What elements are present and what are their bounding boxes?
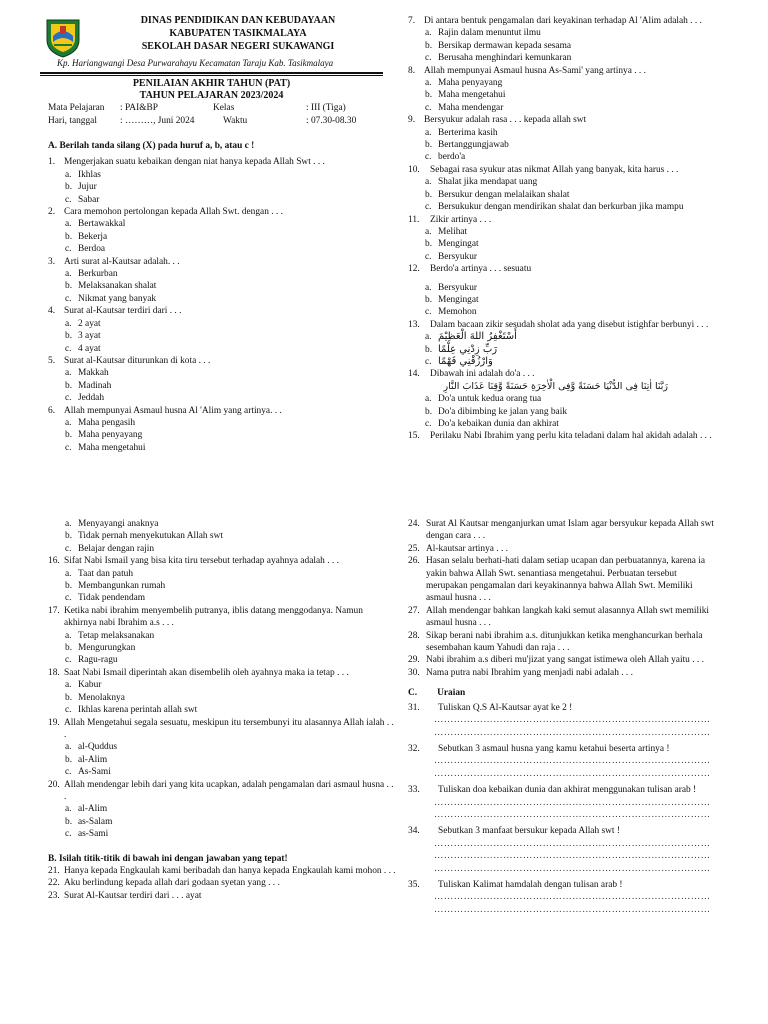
class-label: Kelas: [213, 103, 235, 113]
header-line-1: DINAS PENDIDIKAN DAN KEBUDAYAAN: [140, 15, 336, 26]
question-text: Hanya kepada Engkaulah kami beribadah dan hanya kepada Engkaulah kami mohon . . .: [64, 865, 396, 876]
question-number: 31.: [408, 702, 420, 713]
isian-24: [408, 518, 720, 543]
option-c[interactable]: c. As-Sami: [65, 767, 111, 778]
answer-line[interactable]: …………………………………………………………………………: [434, 809, 711, 820]
uraian-34: [408, 825, 720, 837]
isian-25: [408, 543, 720, 555]
question-11: [408, 214, 758, 226]
uraian-33: [408, 784, 720, 796]
exam-title-line-1: PENILAIAN AKHIR TAHUN (PAT): [132, 78, 291, 89]
option-b[interactable]: b. Membangunkan rumah: [65, 581, 166, 592]
question-number: 9.: [408, 115, 416, 126]
option-b[interactable]: b. Mengurungkan: [65, 643, 136, 654]
header-line-2: KABUPATEN TASIKMALAYA: [169, 28, 307, 39]
question-text: Sebutkan 3 asmaul husna yang kamu ketahui beserta artinya !: [438, 743, 670, 754]
question-number: 21.: [48, 865, 60, 876]
arabic-text: رَبِّ زِدْنِي عِلْمًا: [438, 343, 498, 355]
question-text: Hasan selalu berhati-hati dalam setiap ucapan dan perbuatannya, karena ia yakin bahwa Allah Swt. senantiasa mengetahui. Perbuatan tersebut merupakan pengamalan dari keyakinannya bahwa Allah Swt. Memiliki asmaul husna . . .: [426, 556, 706, 604]
option-c[interactable]: c. Berusaha menghindari kemunkaran: [425, 53, 572, 64]
question-15: [408, 430, 758, 442]
option-b[interactable]: b. Mengingat: [425, 294, 479, 305]
question-20: [48, 779, 398, 804]
isian-23: [48, 890, 398, 902]
question-8: [408, 65, 758, 77]
question-17: [48, 605, 398, 630]
question-number: 17.: [48, 605, 60, 616]
question-text: Tuliskan Q.S Al-Kautsar ayat ke 2 !: [438, 702, 573, 713]
question-number: 1.: [48, 157, 56, 168]
isian-28: [408, 630, 720, 655]
option-a[interactable]: a. Berterima kasih: [425, 127, 498, 138]
question-number: 30.: [408, 667, 420, 678]
question-number: 29.: [408, 655, 420, 666]
answer-line[interactable]: …………………………………………………………………………: [434, 727, 711, 738]
subject-value: : PAI&BP: [120, 103, 158, 113]
option-a[interactable]: a. 2 ayat: [65, 318, 101, 329]
option-c[interactable]: c. Memohon: [425, 307, 477, 318]
question-text: Al-kautsar artinya . . .: [426, 543, 509, 554]
question-12: [408, 263, 758, 275]
answer-line[interactable]: …………………………………………………………………………: [434, 838, 711, 849]
question-text: Surat Al Kautsar menganjurkan umat Islam agar bersyukur kepada Allah swt dengan cara . . .: [426, 519, 714, 542]
question-text: Arti surat al-Kautsar adalah. . .: [64, 256, 180, 267]
question-number: 16.: [48, 556, 60, 567]
question-number: 3.: [48, 256, 56, 267]
question-14: [408, 368, 758, 380]
question-19: [48, 717, 398, 742]
option-a[interactable]: a. al-Quddus: [65, 742, 118, 753]
isian-27: [408, 605, 720, 630]
option-b[interactable]: b. رَبِّ زِدْنِي عِلْمًا: [425, 343, 498, 355]
question-text: Nabi ibrahim a.s diberi mu'jizat yang sangat istimewa oleh Allah yaitu . . .: [426, 655, 704, 666]
question-6: [48, 405, 388, 417]
doa-arabic-text: رَبَّنَا اٰتِنَا فِى الدُّنْيَا حَسَنَةً وَّفِى الْاٰخِرَةِ حَسَنَةً وَّقِنَا عَذَابَ النَّارِ: [443, 380, 668, 392]
exam-title: [40, 78, 383, 102]
section-c-title: Uraian: [437, 688, 466, 699]
question-number: 15.: [408, 431, 420, 442]
option-c[interactable]: c. Tidak pendendam: [65, 593, 146, 604]
question-text: Allah mempunyai Asmaul husna Al 'Alim yang artinya. . .: [64, 405, 282, 416]
option-b[interactable]: b. Bertanggungjawab: [425, 140, 509, 151]
question-number: 19.: [48, 717, 60, 728]
option-c[interactable]: c. Maha mengetahui: [65, 442, 146, 453]
arabic-text: أَسْتَغْفِرُ اللهَ الْعَظِيْمَ: [438, 331, 517, 343]
answer-line[interactable]: …………………………………………………………………………: [434, 892, 711, 903]
option-b[interactable]: b. Tidak pernah menyekutukan Allah swt: [65, 531, 223, 542]
question-text: Dalam bacaan zikir sesudah sholat ada yang disebut istighfar berbunyi . . .: [430, 319, 709, 330]
question-text: Dibawah ini adalah do'a . . .: [430, 369, 535, 380]
option-b[interactable]: b. Menolaknya: [65, 692, 125, 703]
answer-line[interactable]: …………………………………………………………………………: [434, 863, 711, 874]
question-text: Di antara bentuk pengamalan dari keyakinan terhadap Al 'Alim adalah . . .: [424, 16, 702, 26]
question-number: 24.: [408, 519, 420, 529]
question-text: Allah Mengetahui segala sesuatu, meskipun itu tersembunyi itu alasannya Allah ialah . . .: [64, 717, 394, 740]
option-a[interactable]: a. Makkah: [65, 368, 109, 379]
question-number: 27.: [408, 605, 420, 616]
option-c[interactable]: c. as-Sami: [65, 829, 109, 840]
question-number: 35.: [408, 879, 420, 890]
option-b[interactable]: b. Melaksanakan shalat: [65, 281, 157, 292]
header-divider: [40, 72, 383, 74]
question-number: 13.: [408, 319, 420, 330]
question-18: [48, 667, 398, 679]
option-a[interactable]: a. Rajin dalam menuntut ilmu: [425, 28, 541, 39]
tasikmalaya-emblem-icon: [44, 18, 82, 58]
question-text: Berdo'a artinya . . . sesuatu: [430, 264, 532, 275]
question-text: Surat al-Kautsar diturunkan di kota . . .: [64, 355, 211, 366]
time-value: : 07.30-08.30: [306, 116, 357, 126]
option-a[interactable]: a. Ikhlas: [65, 169, 101, 180]
question-text: Cara memohon pertolongan kepada Allah Swt. dengan . . .: [64, 207, 283, 218]
answer-line[interactable]: …………………………………………………………………………: [434, 768, 711, 779]
question-number: 34.: [408, 826, 420, 837]
answer-line[interactable]: …………………………………………………………………………: [434, 851, 711, 862]
question-10: [408, 164, 758, 176]
option-b[interactable]: b. as-Salam: [65, 816, 113, 827]
question-text: Nama putra nabi Ibrahim yang menjadi nabi adalah . . .: [426, 667, 633, 678]
question-text: Aku berlindung kepada allah dari godaan syetan yang . . .: [64, 878, 280, 889]
header-divider-thin: [40, 75, 383, 76]
option-c[interactable]: c. Bersukukur dengan mendirikan shalat dan berkurban jika mampu: [425, 202, 684, 213]
class-value: : III (Tiga): [306, 103, 346, 113]
column-bottom-right: [408, 518, 720, 916]
arabic-text: وَارْزُقْنِي فَهْمًا: [438, 355, 493, 367]
isian-26: [408, 555, 720, 605]
question-number: 2.: [48, 207, 56, 218]
option-c[interactable]: c. Maha mendengar: [425, 102, 504, 113]
uraian-32: [408, 743, 720, 755]
option-c[interactable]: c. Nikmat yang banyak: [65, 293, 157, 304]
question-2: [48, 206, 388, 218]
question-number: 32.: [408, 743, 420, 754]
option-a[interactable]: a. Taat dan patuh: [65, 568, 134, 579]
question-number: 4.: [48, 306, 56, 317]
uraian-31: [408, 702, 720, 714]
question-9: [408, 114, 758, 126]
option-c[interactable]: c. Sabar: [65, 194, 100, 205]
question-number: 23.: [48, 890, 60, 901]
option-b[interactable]: b. Do'a dibimbing ke jalan yang baik: [425, 406, 568, 417]
option-a[interactable]: a. Kabur: [65, 680, 102, 691]
option-b[interactable]: b. Bersukur dengan melalaikan shalat: [425, 189, 570, 200]
option-b[interactable]: b. Bersikap dermawan kepada sesama: [425, 40, 572, 51]
answer-line[interactable]: …………………………………………………………………………: [434, 797, 711, 808]
option-b[interactable]: b. al-Alim: [65, 754, 108, 765]
question-number: 22.: [48, 878, 60, 889]
section-a-heading: A. Berilah tanda silang (X) pada huruf a, b, atau c !: [48, 141, 255, 151]
question-number: 18.: [48, 667, 60, 678]
option-b[interactable]: b. Bekerja: [65, 231, 108, 242]
question-number: 28.: [408, 630, 420, 641]
question-number: 7.: [408, 16, 416, 26]
answer-line[interactable]: …………………………………………………………………………: [434, 756, 711, 767]
question-7: [408, 15, 758, 27]
isian-30: [408, 667, 720, 679]
isian-22: [48, 877, 398, 889]
option-c[interactable]: c. Ikhlas karena perintah allah swt: [65, 705, 198, 716]
question-number: 6.: [48, 405, 56, 416]
question-text: Saat Nabi Ismail diperintah akan disembelih oleh ayahnya maka ia tetap . . .: [64, 667, 349, 678]
isian-21: [48, 865, 398, 877]
date-value: : ………, Juni 2024: [120, 116, 195, 126]
question-4: [48, 305, 388, 317]
question-text: Ketika nabi ibrahim menyembelih putranya, iblis datang menggodanya. Namun akhirnya nabi Ibrahim a.s . . .: [64, 605, 363, 629]
question-number: 10.: [408, 164, 420, 175]
question-text: Surat Al-Kautsar terdiri dari . . . ayat: [64, 890, 202, 901]
option-c[interactable]: c. Do'a kebaikan dunia dan akhirat: [425, 419, 559, 429]
option-b[interactable]: b. Maha penyayang: [65, 430, 143, 441]
question-number: 20.: [48, 779, 60, 790]
option-c[interactable]: c. Berdoa: [65, 244, 106, 255]
question-text: Allah mendengar lebih dari yang kita ucapkan, adalah pengamalan dari asmaul husna . . .: [64, 779, 394, 802]
option-a[interactable]: a. Menyayangi anaknya: [65, 519, 159, 529]
question-number: 14.: [408, 369, 420, 380]
school-address: Kp. Hariangwangi Desa Purwarahayu Kecamatan Taraju Kab. Tasikmalaya: [57, 58, 334, 68]
question-1: [48, 156, 388, 168]
option-a[interactable]: a. al-Alim: [65, 804, 108, 815]
option-a[interactable]: a. Melihat: [425, 226, 468, 237]
question-number: 33.: [408, 785, 420, 796]
question-text: Surat al-Kautsar terdiri dari . . .: [64, 306, 182, 317]
question-text: Allah mendengar bahkan langkah kaki semut alasannya Allah swt memiliki asmaul husna . . .: [426, 605, 709, 629]
exam-title-line-2: TAHUN PELAJARAN 2023/2024: [139, 90, 284, 101]
question-text: Allah mempunyai Asmaul husna As-Sami' yang artinya . . .: [424, 65, 646, 76]
time-label: Waktu: [223, 116, 248, 126]
question-number: 25.: [408, 543, 420, 554]
option-c[interactable]: c. 4 ayat: [65, 343, 101, 354]
question-text: Zikir artinya . . .: [430, 214, 492, 225]
question-text: Sikap berani nabi ibrahim a.s. ditunjukkan ketika menghancurkan berhala sesembahan kaum Yahudi dan raja . . .: [426, 630, 703, 654]
section-c-heading: [408, 687, 720, 699]
option-a[interactable]: a. Maha penyayang: [425, 78, 503, 89]
option-b[interactable]: b. Maha mengetahui: [425, 90, 506, 101]
section-b-heading: B. Isilah titik-titik di bawah ini dengan jawaban yang tepat!: [48, 853, 288, 864]
question-number: 26.: [408, 556, 420, 567]
subject-label: Mata Pelajaran: [48, 103, 105, 113]
question-5: [48, 355, 388, 367]
question-number: 11.: [408, 214, 420, 225]
question-13: [408, 319, 758, 331]
uraian-35: [408, 879, 720, 891]
question-text: Bersyukur adalah rasa . . . kepada allah swt: [424, 115, 587, 126]
question-text: Sifat Nabi Ismail yang bisa kita tiru tersebut terhadap ayahnya adalah . . .: [64, 556, 339, 567]
option-a[interactable]: a. Maha pengasih: [65, 417, 136, 428]
question-number: 5.: [48, 355, 56, 366]
exam-meta: [48, 102, 378, 128]
column-top-left: [48, 140, 388, 454]
question-text: Tuliskan doa kebaikan dunia dan akhirat menggunakan tulisan arab !: [438, 785, 697, 796]
question-number: 8.: [408, 65, 416, 76]
answer-line[interactable]: …………………………………………………………………………: [434, 904, 711, 915]
header-line-3: SEKOLAH DASAR NEGERI SUKAWANGI: [141, 41, 335, 52]
option-b[interactable]: b. Madinah: [65, 380, 112, 391]
option-b[interactable]: b. 3 ayat: [65, 331, 101, 342]
question-text: Perilaku Nabi Ibrahim yang perlu kita teladani dalam hal akidah adalah . . .: [430, 431, 712, 442]
option-c[interactable]: c. Bersyukur: [425, 251, 478, 262]
question-text: Sebutkan 3 manfaat bersukur kepada Allah swt !: [438, 826, 620, 837]
column-top-right: [408, 15, 758, 443]
column-bottom-left: [48, 518, 398, 902]
isian-29: [408, 654, 720, 666]
option-c[interactable]: c. Ragu-ragu: [65, 655, 118, 666]
option-b[interactable]: b. Mengingat: [425, 239, 479, 250]
option-c[interactable]: c. Belajar dengan rajin: [65, 543, 155, 554]
option-a[interactable]: a. Do'a untuk kedua orang tua: [425, 394, 542, 405]
option-a[interactable]: a. Shalat jika mendapat uang: [425, 177, 538, 188]
question-text: Tuliskan Kalimat hamdalah dengan tulisan arab !: [438, 879, 623, 890]
section-c-letter: C.: [408, 688, 418, 699]
option-a[interactable]: a. Bertawakkal: [65, 219, 126, 230]
option-c[interactable]: c. berdo'a: [425, 152, 466, 163]
option-b[interactable]: b. Jujur: [65, 182, 97, 193]
date-label: Hari, tanggal: [48, 116, 97, 126]
option-a[interactable]: a. Berkurban: [65, 269, 118, 280]
option-a[interactable]: a. أَسْتَغْفِرُ اللهَ الْعَظِيْمَ: [425, 331, 517, 343]
question-3: [48, 256, 388, 268]
answer-line[interactable]: …………………………………………………………………………: [434, 715, 711, 726]
question-text: Sebagai rasa syukur atas nikmat Allah yang banyak, kita harus . . .: [430, 164, 679, 175]
option-a[interactable]: a. Tetap melaksanakan: [65, 630, 155, 641]
option-a[interactable]: a. Bersyukur: [425, 282, 478, 293]
question-number: 12.: [408, 264, 420, 275]
question-16: [48, 555, 398, 567]
option-c[interactable]: c. وَارْزُقْنِي فَهْمًا: [425, 355, 493, 367]
question-text: Mengerjakan suatu kebaikan dengan niat hanya kepada Allah Swt . . .: [64, 157, 325, 168]
option-c[interactable]: c. Jeddah: [65, 393, 105, 404]
